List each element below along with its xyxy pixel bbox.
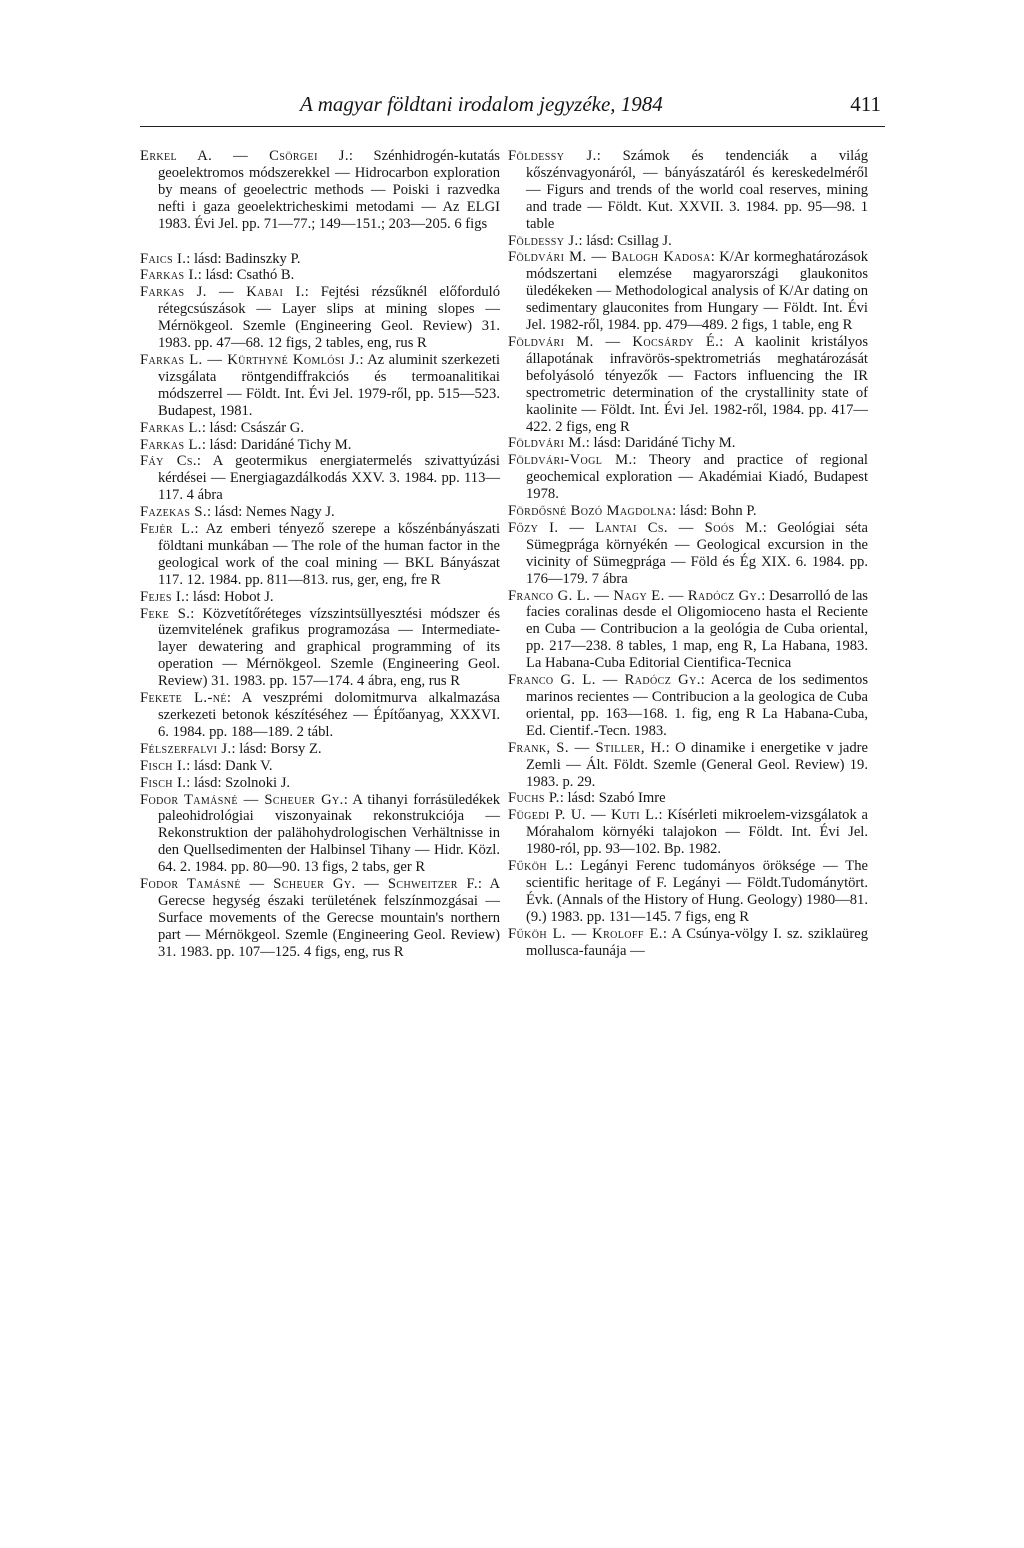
entry-text: : A geotermikus energiatermelés szivattyúzási kérdései — Energiagazdálkodás XXV. 3. 1984. pp. 113—117. 4 ábra <box>158 453 500 504</box>
bibliography-entry <box>140 148 500 233</box>
entry-text: : Desarrolló de las facies coralinas desde el Oligomioceno hasta el Reciente en Cuba — Contribucion a la geológia de Cuba oriental, pp. 217—238. 8 tables, 1 map, eng R, La Habana, 1983. La Habana-Cuba Editorial Cientifica-Tecnica <box>526 587 868 672</box>
page-number: 411 <box>850 92 881 116</box>
entry-text: : lásd: Szabó Imre <box>559 790 666 807</box>
entry-author: Földessy J. <box>508 232 579 249</box>
entry-text: : lásd: Szolnoki J. <box>186 774 291 791</box>
bibliography-entry <box>140 606 500 691</box>
entry-text: : A Gerecse hegység északi területének felszínmozgásai — Surface movements of the Gerecse mountain's northern part — Mérnökgeol. Szemle (Engineering Geol. Review) 31. 1983. pp. 107—125. 4 figs, eng, rus R <box>158 876 501 960</box>
bibliography-entry <box>508 520 868 588</box>
entry-author: Főzy I. — Lantai Cs. — Soós M. <box>508 519 763 536</box>
bibliography-entry <box>508 148 868 233</box>
entry-text: : Acerca de los sedimentos marinos recientes — Contribucion a la geologica de Cuba oriental, pp. 163—168. 1. fig, eng R La Habana-Cuba, Ed. Cientif.-Tecn. 1983. <box>526 672 869 739</box>
entry-text: : lásd: Borsy Z. <box>231 740 322 757</box>
entry-author: Földvári M. — Kocsárdy É. <box>508 333 720 350</box>
bibliography-entry <box>508 740 868 791</box>
entry-author: Fűköh L. <box>508 858 569 875</box>
bibliography-entry <box>140 758 500 775</box>
bibliography-entry <box>140 251 500 268</box>
entry-text: : lásd: Császár G. <box>201 419 304 436</box>
entry-author: Fodor Tamásné — Scheuer Gy. <box>140 791 344 808</box>
entry-author: Fekete L.-né <box>140 690 227 707</box>
entry-text: : Kísérleti mikroelem-vizsgálatok a Mórahalom környéki talajokon — Földt. Int. Évi Jel. 1980-ról, pp. 93—102. Bp. 1982. <box>526 807 868 858</box>
running-header <box>140 92 885 127</box>
entry-text: : O dinamike i energetike v jadre Zemli — Ált. Földt. Szemle (General Geol. Review) 19. 1983. p. 29. <box>526 739 868 790</box>
entry-author: Földvári M. — Balogh Kadosa <box>508 249 711 266</box>
entry-author: Fáy Cs. <box>140 453 197 470</box>
bibliography-entry <box>508 249 868 334</box>
bibliography-entry <box>140 284 500 352</box>
bibliography-entry <box>508 334 868 435</box>
entry-text: : Az aluminit szerkezeti vizsgálata röntgendiffrakciós és termoanalitikai módszerrel — Földt. Int. Évi Jel. 1979-ről, pp. 515—523. Budapest, 1981. <box>158 351 500 419</box>
entry-author: Fazekas S. <box>140 504 207 521</box>
entry-author: Fisch I. <box>140 757 187 774</box>
entry-text: : A veszprémi dolomitmurva alkalmazása szerkezeti betonok készítéséhez — Építőanyag, XXXVI. 6. 1984. pp. 188—189. 2 tábl. <box>158 690 500 740</box>
entry-author: Farkas L. — Kürthyné Komlósi J. <box>140 351 360 368</box>
bibliography-entry <box>508 233 868 250</box>
entry-text: : lásd: Csathó B. <box>197 267 295 284</box>
bibliography-entry <box>508 790 868 807</box>
entry-text: : Fejtési rézsűknél előforduló rétegcsúszások — Layer slips at mining slopes — Mérnökgeol. Szemle (Engineering Geol. Review) 31. 1983. pp. 47—68. 12 figs, 2 tables, eng, rus R <box>158 284 500 352</box>
entry-author: Farkas L. <box>140 436 202 453</box>
bibliography-entry <box>140 741 500 758</box>
entry-text: : lásd: Nemes Nagy J. <box>206 504 335 521</box>
entry-author: Fügedi P. U. — Kuti L. <box>508 807 659 824</box>
entry-text: : lásd: Csillag J. <box>578 232 672 249</box>
entry-author: Farkas J. — Kabai I. <box>140 284 305 301</box>
entry-text: : A kaolinit kristályos állapotának infravörös-spektrometriás meghatározását befolyásoló tényezők — Factors influencing the IR spectrometric determination of the crystallinity state of kaolinite — Földt. Int. Évi Jel. 1982-ről, 1984. pp. 417—422. 2 figs, eng R <box>526 333 868 435</box>
entry-author: Franco G. L. — Nagy E. — Radócz Gy. <box>508 587 762 604</box>
entry-author: Fodor Tamásné — Scheuer Gy. — Schweitzer F. <box>140 876 478 893</box>
entry-text: : A Csúnya-völgy I. sz. sziklaüreg mollusca-faunája — <box>526 925 868 959</box>
bibliography-entry <box>508 807 868 858</box>
entry-text: : lásd: Badinszky P. <box>186 250 301 267</box>
bibliography-entry <box>140 267 500 284</box>
entry-text: : Számok és tendenciák a világ kőszénvagyonáról, — bányászatáról és kereskedelméről — Figurs and trends of the world coal reserves, mining and trade — Földt. Kut. XXVII. 3. 1984. pp. 95—98. 1 table <box>526 148 869 232</box>
entry-text: : Szénhidrogén-kutatás geoelektromos módszerekkel — Hidrocarbon exploration by means of geoelectric methods — Poiski i razvedka nefti i gaza geoelektricheskimi metodami — Az ELGI 1983. Évi Jel. pp. 71—77.; 149—151.; 203—205. 6 figs <box>158 148 500 232</box>
entry-text: : Közvetítőréteges vízszintsüllyesztési módszer és üzemvitelének grafikus programozása — Intermediate-layer dewatering and graphical programming of its operation — Mérnökgeol. Szemle (Engineering Geol. Review) 31. 1983. pp. 157—174. 4 ábra, eng, rus R <box>158 605 500 690</box>
entry-author: Fisch I. <box>140 774 187 791</box>
entry-author: Farkas I. <box>140 267 198 284</box>
entry-author: Frank, S. — Stiller, H. <box>508 739 666 756</box>
bibliography-entry <box>508 503 868 520</box>
entry-author: Fűköh L. — Kroloff E. <box>508 925 663 942</box>
bibliography-entry <box>140 521 500 589</box>
entry-author: Földessy J. <box>508 148 597 164</box>
entry-text: : Az emberi tényező szerepe a kőszénbányászati földtani munkában — The role of the human factor in the geological work of the coal mining — BKL Bányászat 117. 12. 1984. pp. 811—813. rus, ger, eng, fre R <box>158 521 500 588</box>
entry-text: : lásd: Daridáné Tichy M. <box>201 436 352 453</box>
entry-text: : Geológiai séta Sümegprága környékén — Geological excursion in the vicinity of Sümegprága — Föld és Ég XIX. 6. 1984. pp. 176—179. 7 ábra <box>526 519 868 587</box>
entry-author: Fuchs P. <box>508 790 560 807</box>
bibliography-entry <box>508 452 868 503</box>
bibliography-entry <box>508 435 868 452</box>
entry-author: Fejes I. <box>140 588 186 605</box>
bibliography-entry <box>140 690 500 741</box>
entry-author: Faics I. <box>140 250 187 267</box>
bibliography-entry <box>508 588 868 673</box>
entry-author: Feke S. <box>140 605 191 622</box>
entry-author: Fördősné Bozó Magdolna <box>508 503 673 520</box>
bibliography-entry <box>140 775 500 792</box>
entry-author: Farkas L. <box>140 419 202 436</box>
right-column <box>508 148 868 960</box>
left-column <box>140 148 500 961</box>
entry-text: : K/Ar kormeghatározások módszertani elemzése magyarországi glaukonitos üledékeken — Methodological analysis of K/Ar dating on sedimentary glauconites from Hungary — Földt. Int. Évi Jel. 1982-ről, 1984. pp. 479—489. 2 figs, 1 table, eng R <box>526 249 868 334</box>
entry-text: : lásd: Bohn P. <box>672 503 757 520</box>
entry-text: : lásd: Hobot J. <box>185 588 274 605</box>
entry-text: : A tihanyi forrásüledékek paleohidrológiai viszonyainak rekonstrukciója — Rekonstruktion der palähohydrologischen Verhältnisse in den Quellsedimenten der Halbinsel Tihany — Hidr. Közl. 64. 2. 1984. pp. 80—90. 13 figs, 2 tabs, ger R <box>158 791 501 876</box>
running-title: A magyar földtani irodalom jegyzéke, 1984 <box>300 92 663 116</box>
entry-author: Földvári-Vogl M. <box>508 452 633 469</box>
bibliography-entry <box>140 589 500 606</box>
entry-text: : Theory and practice of regional geochemical exploration — Akadémiai Kiadó, Budapest 1978. <box>526 452 868 503</box>
entry-text: : lásd: Daridáné Tichy M. <box>585 435 736 452</box>
bibliography-entry <box>508 672 868 740</box>
bibliography-entry <box>140 352 500 420</box>
entry-author: Félszerfalvi J. <box>140 740 232 757</box>
bibliography-entry <box>140 437 500 454</box>
bibliography-entry <box>508 926 868 960</box>
bibliography-entry <box>140 792 500 877</box>
entry-author: Fejér L. <box>140 521 195 538</box>
entry-text: : Legányi Ferenc tudományos öröksége — The scientific heritage of F. Legányi — Földt.Tudománytört. Évk. (Annals of the History of Hung. Geology) 1980—81. (9.) 1983. pp. 131—145. 7 figs, eng R <box>526 858 868 925</box>
bibliography-entry <box>140 453 500 504</box>
entry-author: Földvári M. <box>508 435 586 452</box>
entry-text: : lásd: Dank V. <box>186 757 273 774</box>
entry-author: Franco G. L. — Radócz Gy. <box>508 672 701 689</box>
bibliography-entry <box>508 858 868 926</box>
bibliography-entry <box>140 420 500 437</box>
bibliography-entry <box>140 876 500 961</box>
entry-author: Erkel A. — Csörgei J. <box>140 148 349 164</box>
bibliography-entry <box>140 504 500 521</box>
